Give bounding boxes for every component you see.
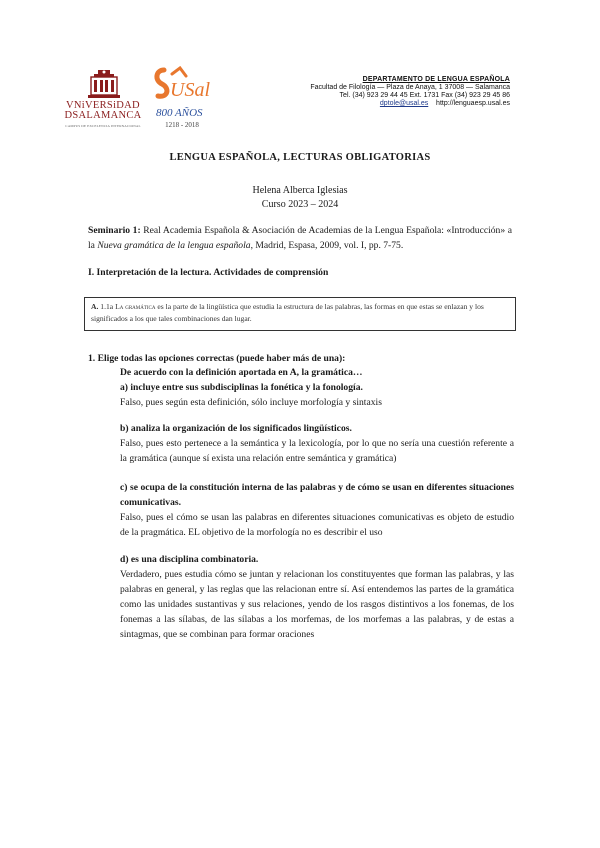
definition-quote-box (84, 297, 516, 331)
department-info (310, 76, 510, 108)
seminar-text-1: Real Academia Española & Asociación de Academias de la Lengua Española: «Introducción» a la (88, 225, 512, 251)
option-a: a) incluye entre sus subdisciplinas la fonética y la fonología. (120, 382, 363, 393)
author-name: Helena Alberca Iglesias (252, 185, 348, 196)
quote-term: La gramática (115, 302, 156, 311)
anniversary-label: 800 AÑOS (156, 107, 203, 119)
quote-label: A. (91, 302, 99, 311)
quote-text: es la parte de la lingüística que estudia la estructura de las palabras, las formas en que estas se enlazan y los significados a los que tales combinaciones dan lugar. (91, 302, 484, 323)
seminar-label: Seminario 1: (88, 225, 141, 236)
quote-number: 1.1a (100, 302, 114, 311)
seminar-text-2: , Madrid, Espasa, 2009, vol. I, pp. 7-75. (250, 240, 404, 251)
anniversary-logo-text: USal (170, 79, 210, 101)
anniversary-emblem-icon (150, 66, 214, 122)
course-year: Curso 2023 – 2024 (261, 199, 339, 210)
anniversary-logo (150, 66, 214, 132)
option-a-answer: Falso, pues según esta definición, sólo incluye morfología y sintaxis (120, 397, 382, 408)
university-logo (62, 68, 144, 132)
seminar-book-title: Nueva gramática de la lengua española (97, 240, 251, 251)
department-phone: Tel. (34) 923 29 44 45 Ext. 1731 Fax (34) 923 29 45 86 (339, 92, 510, 99)
university-crest-icon (85, 68, 123, 102)
anniversary-years: 1218 - 2018 (165, 121, 199, 129)
option-b: b) analiza la organización de los significados lingüísticos. (120, 423, 352, 434)
university-name: VNiVERSiDAD DSALAMANCA (64, 100, 142, 121)
department-web[interactable]: http://lenguaesp.usal.es (436, 100, 510, 107)
section-title: I. Interpretación de la lectura. Actividades de comprensión (88, 267, 329, 278)
question-1-title: 1. Elige todas las opciones correctas (puede haber más de una): (88, 353, 346, 364)
department-address: Facultad de Filología — Plaza de Anaya, 1 37008 — Salamanca (310, 84, 510, 91)
option-d: d) es una disciplina combinatoria. (120, 554, 259, 565)
option-d-answer: Verdadero, pues estudia cómo se juntan y relacionan los constituyentes que forman las palabras, y las palabras en general, y las reglas que las relacionan entre sí. Así entendemos las partes de la gramática como las unidades sustantivas y sus relaciones, yendo de los rasgos distintivos a los fonemas, de los fonemas a las sílabas, de las sílabas a los morfemas, de los morfemas a las palabras, y de estas a sintagmas, que se combinan para formar oraciones (120, 569, 514, 640)
department-email-link[interactable]: dptole@usal.es (379, 100, 429, 107)
department-contact (310, 100, 510, 108)
seminar-reference (88, 223, 512, 253)
document-title: LENGUA ESPAÑOLA, LECTURAS OBLIGATORIAS (169, 152, 431, 163)
option-c-answer: Falso, pues el cómo se usan las palabras en diferentes situaciones comunicativas es objeto de estudio de la pragmática. EL objetivo de la morfología no es describir el uso (120, 512, 514, 538)
question-1-intro: De acuerdo con la definición aportada en A, la gramática… (120, 367, 363, 378)
department-title: DEPARTAMENTO DE LENGUA ESPAÑOLA (362, 76, 510, 83)
option-c: c) se ocupa de la constitución interna de las palabras y de cómo se usan en diferentes situaciones comunicativas. (120, 482, 514, 508)
option-b-answer: Falso, pues esto pertenece a la semántica y la lexicología, por lo que no sería una cuestión referente a la gramática (aunque sí exista una relación entre semántica y gramática) (120, 438, 514, 464)
university-subtitle: CAMPUS DE EXCELENCIA INTERNACIONAL (65, 124, 141, 128)
